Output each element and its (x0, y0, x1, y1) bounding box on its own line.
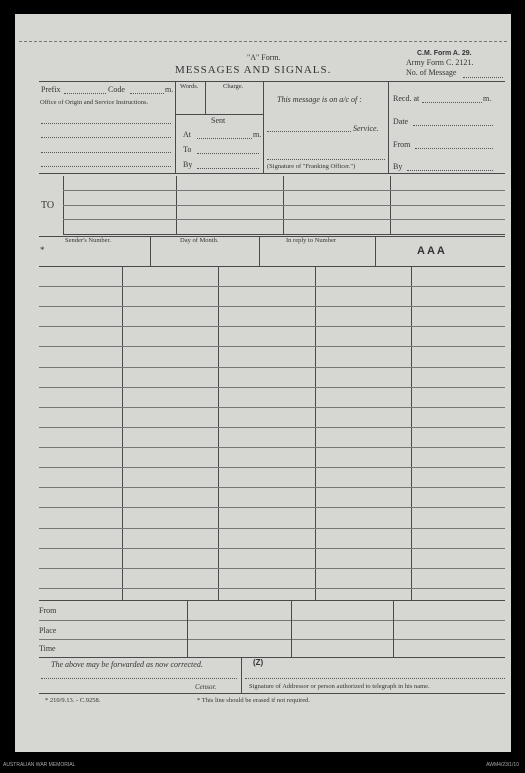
on-ac-of-label: This message is on a/c of : (277, 95, 362, 104)
bottom-time-label: Time (39, 644, 56, 653)
received-by-label: By (393, 162, 403, 171)
code-m-label: m. (165, 85, 174, 94)
grid-row-line (39, 427, 505, 428)
archive-label-right: AWM4/23/1/10 (486, 762, 519, 768)
form-type: "A" Form. (247, 53, 281, 62)
grid-row-line (39, 326, 505, 327)
sent-at-m-label: m. (253, 130, 262, 139)
grid-row-line (39, 306, 505, 307)
day-of-month-label: Day of Month. (180, 237, 219, 244)
grid-column-line (218, 266, 219, 600)
in-reply-to-label: In reply to Number (286, 237, 337, 244)
grid-row-line (39, 487, 505, 488)
sender-star: * (40, 245, 45, 255)
grid-column-line (411, 266, 412, 600)
grid-row-line (39, 568, 505, 569)
sent-to-label: To (183, 145, 192, 154)
signature-note: Signature of Addressor or person authorized to telegraph in his name. (249, 683, 430, 690)
grid-row-line (39, 588, 505, 589)
grid-column-line (122, 266, 123, 600)
bottom-place-label: Place (39, 626, 57, 635)
office-of-origin-label: Office of Origin and Service Instructions. (40, 99, 149, 106)
prefix-label: Prefix (41, 85, 61, 94)
received-m-label: m. (483, 94, 492, 103)
code-label: Code (108, 85, 125, 94)
form-title: MESSAGES AND SIGNALS. (175, 64, 332, 76)
grid-row-line (39, 286, 505, 287)
received-at-label: Recd. at (393, 94, 420, 103)
grid-column-line (315, 266, 316, 600)
archive-label-left: AUSTRALIAN WAR MEMORIAL (3, 762, 76, 768)
grid-row-line (39, 467, 505, 468)
to-label: TO (41, 200, 55, 211)
franking-officer-label: (Signature of "Franking Officer.") (267, 163, 356, 170)
charge-label: Charge. (223, 83, 244, 90)
print-code: * 210/9.13. - C.9258. (45, 697, 101, 704)
sent-label: Sent (211, 116, 226, 125)
grid-row-line (39, 528, 505, 529)
erase-note: * This line should be erased if not required. (197, 697, 311, 704)
from-label: From (393, 140, 411, 149)
army-form-number: Army Form C. 2121. (406, 58, 474, 67)
grid-row-line (39, 387, 505, 388)
grid-row-line (39, 507, 505, 508)
date-label: Date (393, 117, 409, 126)
senders-number-label: Sender's Number. (65, 237, 111, 244)
aaa-marker: AAA (417, 245, 447, 257)
censor-label: Censor. (195, 683, 217, 691)
grid-row-line (39, 548, 505, 549)
message-number-label: No. of Message (406, 68, 457, 77)
sent-at-label: At (183, 130, 191, 139)
perforation-line (19, 41, 507, 42)
forward-note: The above may be forwarded as now corrected. (51, 660, 203, 669)
bottom-from-label: From (39, 606, 57, 615)
grid-row-line (39, 447, 505, 448)
grid-row-line (39, 407, 505, 408)
cm-form-number: C.M. Form A. 29. (417, 50, 472, 57)
words-label: Words. (180, 83, 199, 90)
message-form (15, 14, 511, 752)
grid-row-line (39, 367, 505, 368)
sent-by-label: By (183, 160, 193, 169)
grid-row-line (39, 346, 505, 347)
z-mark: (Z) (253, 658, 264, 667)
service-label: Service. (353, 124, 379, 133)
